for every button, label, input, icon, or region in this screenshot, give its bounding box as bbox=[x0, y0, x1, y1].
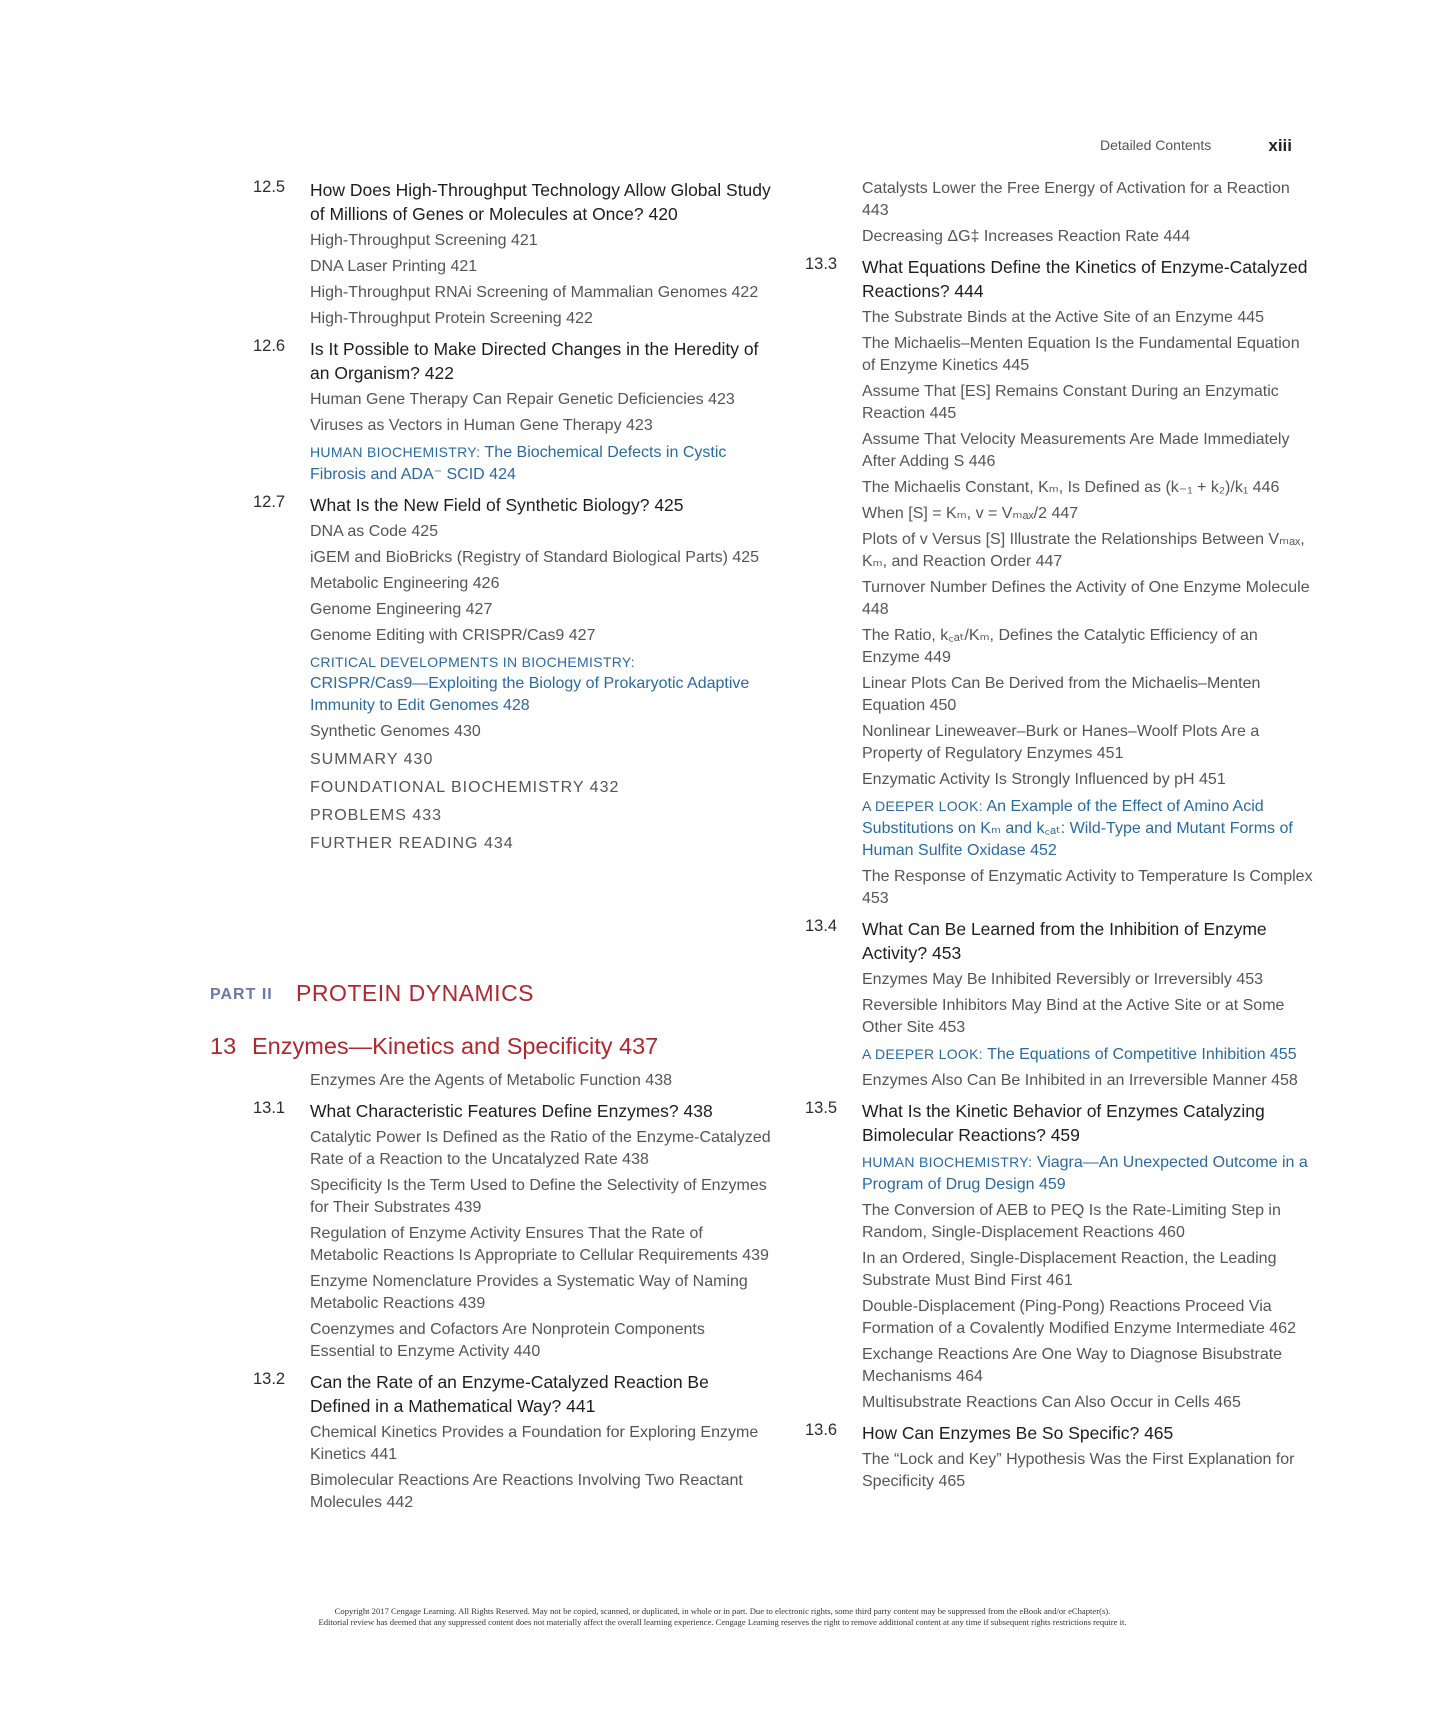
toc-entry[interactable]: Genome Editing with CRISPR/Cas9 427 bbox=[310, 627, 596, 644]
feature-label: A DEEPER LOOK: bbox=[862, 1046, 983, 1062]
toc-entry[interactable]: Catalysts Lower the Free Energy of Activation for a Reaction 443 bbox=[862, 180, 1290, 219]
toc-entry[interactable]: High-Throughput Screening 421 bbox=[310, 232, 538, 249]
section-title[interactable]: Can the Rate of an Enzyme-Catalyzed Reaction Be Defined in a Mathematical Way? 441 bbox=[310, 1372, 709, 1416]
feature-box-entry[interactable] bbox=[862, 1151, 1315, 1196]
toc-entry[interactable]: Enzyme Nomenclature Provides a Systematic Way of Naming Metabolic Reactions 439 bbox=[310, 1273, 748, 1312]
endmatter-further-reading[interactable]: FURTHER READING 434 bbox=[310, 835, 514, 852]
section-title[interactable]: How Can Enzymes Be So Specific? 465 bbox=[862, 1423, 1174, 1443]
section-12-6 bbox=[253, 337, 773, 486]
toc-entry[interactable]: Synthetic Genomes 430 bbox=[310, 723, 481, 740]
section-13-2-continued bbox=[805, 178, 1315, 248]
section-title[interactable]: What Is the Kinetic Behavior of Enzymes Catalyzing Bimolecular Reactions? 459 bbox=[862, 1101, 1265, 1145]
endmatter-problems[interactable]: PROBLEMS 433 bbox=[310, 807, 443, 824]
toc-entry[interactable]: Enzymes Are the Agents of Metabolic Function 438 bbox=[310, 1072, 672, 1089]
left-column bbox=[253, 178, 773, 855]
toc-entry[interactable]: DNA Laser Printing 421 bbox=[310, 258, 478, 275]
toc-entry[interactable]: Linear Plots Can Be Derived from the Michaelis–Menten Equation 450 bbox=[862, 675, 1261, 714]
toc-entry[interactable]: The Response of Enzymatic Activity to Temperature Is Complex 453 bbox=[862, 868, 1313, 907]
part-heading bbox=[210, 980, 730, 1008]
toc-entry[interactable]: Exchange Reactions Are One Way to Diagnose Bisubstrate Mechanisms 464 bbox=[862, 1346, 1283, 1385]
copyright-line-1: Copyright 2017 Cengage Learning. All Rights Reserved. May not be copied, scanned, or duplicated, in whole or in part. Due to electronic rights, some third party content may be suppressed from the eBook and/or eChapter(s). bbox=[334, 1606, 1111, 1616]
section-number: 13.5 bbox=[805, 1099, 838, 1117]
part-title[interactable]: PROTEIN DYNAMICS bbox=[296, 980, 535, 1006]
section-number: 13.2 bbox=[253, 1370, 286, 1388]
toc-entry[interactable]: DNA as Code 425 bbox=[310, 523, 439, 540]
feature-box-entry[interactable] bbox=[862, 1043, 1315, 1066]
toc-entry[interactable]: Bimolecular Reactions Are Reactions Involving Two Reactant Molecules 442 bbox=[310, 1472, 743, 1511]
feature-title: An Example of the Effect of Amino Acid Substitutions on Kₘ and k꜀ₐₜ: Wild-Type and Mutant Forms of Human Sulfite Oxidase 452 bbox=[862, 798, 1293, 859]
section-13-5 bbox=[805, 1099, 1315, 1414]
toc-entry[interactable]: The Ratio, k꜀ₐₜ/Kₘ, Defines the Catalytic Efficiency of an Enzyme 449 bbox=[862, 627, 1258, 666]
copyright-line-2: Editorial review has deemed that any suppressed content does not materially affect the overall learning experience. Cengage Learning reserves the right to remove additional content at any time if subsequent rights restrictions require it. bbox=[318, 1617, 1127, 1627]
toc-entry[interactable]: Coenzymes and Cofactors Are Nonprotein Components Essential to Enzyme Activity 440 bbox=[310, 1321, 705, 1360]
toc-entry[interactable]: The Michaelis–Menten Equation Is the Fundamental Equation of Enzyme Kinetics 445 bbox=[862, 335, 1300, 374]
toc-entry[interactable]: Plots of v Versus [S] Illustrate the Relationships Between Vₘₐₓ, Kₘ, and Reaction Order 447 bbox=[862, 531, 1305, 570]
header-title: Detailed Contents bbox=[1100, 137, 1212, 153]
section-title[interactable]: What Can Be Learned from the Inhibition of Enzyme Activity? 453 bbox=[862, 919, 1267, 963]
section-number: 12.6 bbox=[253, 337, 286, 355]
toc-entry[interactable]: Specificity Is the Term Used to Define the Selectivity of Enzymes for Their Substrates 439 bbox=[310, 1177, 767, 1216]
section-13-3 bbox=[805, 255, 1315, 910]
section-title[interactable]: Is It Possible to Make Directed Changes in the Heredity of an Organism? 422 bbox=[310, 339, 759, 383]
running-header bbox=[1100, 137, 1292, 159]
toc-entry[interactable]: Reversible Inhibitors May Bind at the Active Site or at Some Other Site 453 bbox=[862, 997, 1285, 1036]
toc-entry[interactable]: Nonlinear Lineweaver–Burk or Hanes–Woolf Plots Are a Property of Regulatory Enzymes 451 bbox=[862, 723, 1260, 762]
section-title[interactable]: How Does High-Throughput Technology Allow Global Study of Millions of Genes or Molecules at Once? 420 bbox=[310, 180, 771, 224]
feature-box-entry[interactable] bbox=[310, 651, 773, 717]
part-label: PART II bbox=[210, 986, 273, 1003]
page-number: xiii bbox=[1268, 136, 1292, 155]
section-13-6 bbox=[805, 1421, 1315, 1493]
toc-entry[interactable]: Chemical Kinetics Provides a Foundation for Exploring Enzyme Kinetics 441 bbox=[310, 1424, 759, 1463]
feature-label: HUMAN BIOCHEMISTRY: bbox=[862, 1154, 1033, 1170]
section-13-4 bbox=[805, 917, 1315, 1092]
chapter-title: Enzymes—Kinetics and Specificity 437 bbox=[252, 1033, 659, 1059]
toc-entry[interactable]: Turnover Number Defines the Activity of One Enzyme Molecule 448 bbox=[862, 579, 1310, 618]
feature-title: The Biochemical Defects in Cystic Fibrosis and ADA⁻ SCID 424 bbox=[310, 444, 727, 483]
toc-entry[interactable]: The “Lock and Key” Hypothesis Was the First Explanation for Specificity 465 bbox=[862, 1451, 1295, 1490]
toc-entry[interactable]: Enzymes Also Can Be Inhibited in an Irreversible Manner 458 bbox=[862, 1072, 1298, 1089]
toc-entry[interactable]: In an Ordered, Single-Displacement Reaction, the Leading Substrate Must Bind First 461 bbox=[862, 1250, 1277, 1289]
toc-entry[interactable]: Multisubstrate Reactions Can Also Occur in Cells 465 bbox=[862, 1394, 1241, 1411]
section-number: 13.1 bbox=[253, 1099, 286, 1117]
toc-entry[interactable]: Regulation of Enzyme Activity Ensures That the Rate of Metabolic Reactions Is Appropriate to Cellular Requirements 439 bbox=[310, 1225, 769, 1264]
toc-entry[interactable]: Enzymatic Activity Is Strongly Influenced by pH 451 bbox=[862, 771, 1226, 788]
feature-title: CRISPR/Cas9—Exploiting the Biology of Prokaryotic Adaptive Immunity to Edit Genomes 428 bbox=[310, 675, 750, 714]
section-title[interactable]: What Is the New Field of Synthetic Biology? 425 bbox=[310, 495, 684, 515]
feature-title: The Equations of Competitive Inhibition 455 bbox=[987, 1046, 1297, 1063]
feature-title: Viagra—An Unexpected Outcome in a Program of Drug Design 459 bbox=[862, 1154, 1308, 1193]
endmatter-summary[interactable]: SUMMARY 430 bbox=[310, 751, 434, 768]
section-number: 13.6 bbox=[805, 1421, 838, 1439]
toc-entry[interactable]: Double-Displacement (Ping-Pong) Reactions Proceed Via Formation of a Covalently Modified Enzyme Intermediate 462 bbox=[862, 1298, 1296, 1337]
section-13-2 bbox=[253, 1370, 773, 1514]
toc-entry[interactable]: When [S] = Kₘ, v = Vₘₐₓ/2 447 bbox=[862, 505, 1079, 522]
feature-label: A DEEPER LOOK: bbox=[862, 798, 983, 814]
toc-entry[interactable]: Metabolic Engineering 426 bbox=[310, 575, 500, 592]
toc-entry[interactable]: iGEM and BioBricks (Registry of Standard Biological Parts) 425 bbox=[310, 549, 760, 566]
toc-entry[interactable]: Enzymes May Be Inhibited Reversibly or Irreversibly 453 bbox=[862, 971, 1264, 988]
chapter-number: 13 bbox=[210, 1033, 237, 1059]
section-number: 12.7 bbox=[253, 493, 286, 511]
feature-label: HUMAN BIOCHEMISTRY: bbox=[310, 444, 481, 460]
toc-entry[interactable]: Assume That Velocity Measurements Are Made Immediately After Adding S 446 bbox=[862, 431, 1290, 470]
toc-entry[interactable]: The Substrate Binds at the Active Site of an Enzyme 445 bbox=[862, 309, 1265, 326]
chapter-intro bbox=[253, 1070, 773, 1092]
toc-entry[interactable]: Human Gene Therapy Can Repair Genetic Deficiencies 423 bbox=[310, 391, 735, 408]
toc-entry[interactable]: Catalytic Power Is Defined as the Ratio of the Enzyme-Catalyzed Rate of a Reaction to the Uncatalyzed Rate 438 bbox=[310, 1129, 771, 1168]
feature-label: CRITICAL DEVELOPMENTS IN BIOCHEMISTRY: bbox=[310, 654, 635, 670]
section-13-1 bbox=[253, 1099, 773, 1363]
section-number: 13.4 bbox=[805, 917, 838, 935]
right-column bbox=[805, 178, 1315, 1493]
left-column-chapter-13 bbox=[253, 1070, 773, 1514]
feature-box-entry[interactable] bbox=[310, 441, 773, 486]
endmatter-foundational[interactable]: FOUNDATIONAL BIOCHEMISTRY 432 bbox=[310, 779, 620, 796]
toc-entry[interactable]: The Conversion of AEB to PEQ Is the Rate-Limiting Step in Random, Single-Displacement Reactions 460 bbox=[862, 1202, 1281, 1241]
section-number: 13.3 bbox=[805, 255, 838, 273]
toc-entry[interactable]: High-Throughput RNAi Screening of Mammalian Genomes 422 bbox=[310, 284, 759, 301]
toc-entry[interactable]: Viruses as Vectors in Human Gene Therapy 423 bbox=[310, 417, 653, 434]
toc-entry[interactable]: Assume That [ES] Remains Constant During an Enzymatic Reaction 445 bbox=[862, 383, 1279, 422]
toc-entry[interactable]: High-Throughput Protein Screening 422 bbox=[310, 310, 593, 327]
section-number: 12.5 bbox=[253, 178, 286, 196]
section-title[interactable]: What Characteristic Features Define Enzymes? 438 bbox=[310, 1101, 713, 1121]
chapter-heading[interactable] bbox=[210, 1033, 730, 1063]
feature-box-entry[interactable] bbox=[862, 795, 1315, 862]
section-12-5 bbox=[253, 178, 773, 330]
toc-entry[interactable]: Genome Engineering 427 bbox=[310, 601, 493, 618]
section-title[interactable]: What Equations Define the Kinetics of Enzyme-Catalyzed Reactions? 444 bbox=[862, 257, 1308, 301]
copyright-footer bbox=[170, 1606, 1275, 1628]
section-12-7 bbox=[253, 493, 773, 855]
toc-entry[interactable]: Decreasing ΔG‡ Increases Reaction Rate 444 bbox=[862, 228, 1191, 245]
toc-entry[interactable]: The Michaelis Constant, Kₘ, Is Defined as (k₋₁ + k₂)/k₁ 446 bbox=[862, 479, 1280, 496]
